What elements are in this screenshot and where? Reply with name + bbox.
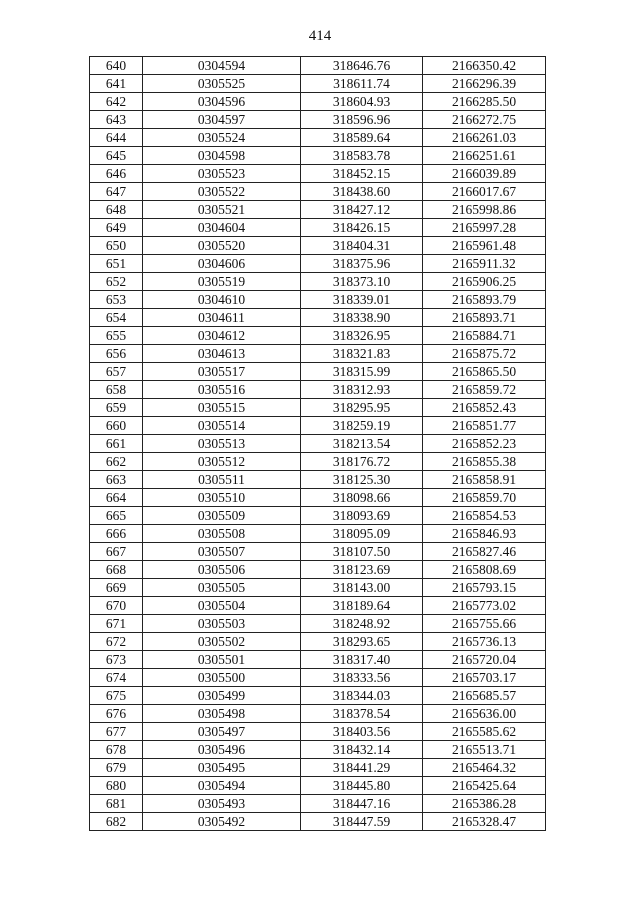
row-number-cell: 681 [90, 795, 143, 813]
table-row [90, 795, 546, 813]
point-id-cell: 0305508 [143, 525, 301, 543]
row-number-cell: 653 [90, 291, 143, 309]
point-id-cell: 0304611 [143, 309, 301, 327]
x-coordinate-cell: 318125.30 [301, 471, 423, 489]
point-id-cell: 0305492 [143, 813, 301, 831]
table-row [90, 183, 546, 201]
table-row [90, 237, 546, 255]
y-coordinate-cell: 2165793.15 [423, 579, 546, 597]
point-id-cell: 0305502 [143, 633, 301, 651]
row-number-cell: 663 [90, 471, 143, 489]
y-coordinate-cell: 2165755.66 [423, 615, 546, 633]
point-id-cell: 0305498 [143, 705, 301, 723]
y-coordinate-cell: 2165846.93 [423, 525, 546, 543]
table-row [90, 345, 546, 363]
x-coordinate-cell: 318445.80 [301, 777, 423, 795]
row-number-cell: 658 [90, 381, 143, 399]
x-coordinate-cell: 318326.95 [301, 327, 423, 345]
point-id-cell: 0305501 [143, 651, 301, 669]
x-coordinate-cell: 318189.64 [301, 597, 423, 615]
table-row [90, 129, 546, 147]
point-id-cell: 0305514 [143, 417, 301, 435]
x-coordinate-cell: 318604.93 [301, 93, 423, 111]
point-id-cell: 0305519 [143, 273, 301, 291]
row-number-cell: 674 [90, 669, 143, 687]
x-coordinate-cell: 318447.16 [301, 795, 423, 813]
y-coordinate-cell: 2165425.64 [423, 777, 546, 795]
point-id-cell: 0305507 [143, 543, 301, 561]
point-id-cell: 0305517 [143, 363, 301, 381]
table-row [90, 147, 546, 165]
table-row [90, 75, 546, 93]
row-number-cell: 651 [90, 255, 143, 273]
x-coordinate-cell: 318646.76 [301, 57, 423, 75]
x-coordinate-cell: 318259.19 [301, 417, 423, 435]
y-coordinate-cell: 2165852.43 [423, 399, 546, 417]
table-row [90, 453, 546, 471]
table-row [90, 291, 546, 309]
y-coordinate-cell: 2165685.57 [423, 687, 546, 705]
point-id-cell: 0304604 [143, 219, 301, 237]
row-number-cell: 680 [90, 777, 143, 795]
y-coordinate-cell: 2166251.61 [423, 147, 546, 165]
point-id-cell: 0305497 [143, 723, 301, 741]
x-coordinate-cell: 318248.92 [301, 615, 423, 633]
table-row [90, 219, 546, 237]
y-coordinate-cell: 2165859.70 [423, 489, 546, 507]
y-coordinate-cell: 2165893.79 [423, 291, 546, 309]
point-id-cell: 0304610 [143, 291, 301, 309]
y-coordinate-cell: 2165884.71 [423, 327, 546, 345]
point-id-cell: 0305505 [143, 579, 301, 597]
x-coordinate-cell: 318378.54 [301, 705, 423, 723]
coordinate-table [89, 56, 546, 831]
y-coordinate-cell: 2165865.50 [423, 363, 546, 381]
row-number-cell: 650 [90, 237, 143, 255]
table-row [90, 273, 546, 291]
point-id-cell: 0305503 [143, 615, 301, 633]
y-coordinate-cell: 2165852.23 [423, 435, 546, 453]
table-row [90, 93, 546, 111]
point-id-cell: 0305523 [143, 165, 301, 183]
point-id-cell: 0305496 [143, 741, 301, 759]
y-coordinate-cell: 2166261.03 [423, 129, 546, 147]
x-coordinate-cell: 318295.95 [301, 399, 423, 417]
row-number-cell: 665 [90, 507, 143, 525]
x-coordinate-cell: 318107.50 [301, 543, 423, 561]
row-number-cell: 659 [90, 399, 143, 417]
point-id-cell: 0304598 [143, 147, 301, 165]
point-id-cell: 0304596 [143, 93, 301, 111]
y-coordinate-cell: 2165893.71 [423, 309, 546, 327]
point-id-cell: 0305493 [143, 795, 301, 813]
x-coordinate-cell: 318438.60 [301, 183, 423, 201]
row-number-cell: 643 [90, 111, 143, 129]
page-number: 414 [308, 28, 332, 44]
y-coordinate-cell: 2166039.89 [423, 165, 546, 183]
y-coordinate-cell: 2165808.69 [423, 561, 546, 579]
row-number-cell: 642 [90, 93, 143, 111]
x-coordinate-cell: 318426.15 [301, 219, 423, 237]
y-coordinate-cell: 2165827.46 [423, 543, 546, 561]
x-coordinate-cell: 318596.96 [301, 111, 423, 129]
row-number-cell: 656 [90, 345, 143, 363]
x-coordinate-cell: 318339.01 [301, 291, 423, 309]
x-coordinate-cell: 318143.00 [301, 579, 423, 597]
table-row [90, 561, 546, 579]
row-number-cell: 657 [90, 363, 143, 381]
table-row [90, 381, 546, 399]
row-number-cell: 646 [90, 165, 143, 183]
table-row [90, 435, 546, 453]
table-row [90, 543, 546, 561]
point-id-cell: 0305520 [143, 237, 301, 255]
row-number-cell: 655 [90, 327, 143, 345]
y-coordinate-cell: 2166296.39 [423, 75, 546, 93]
table-row [90, 489, 546, 507]
row-number-cell: 662 [90, 453, 143, 471]
x-coordinate-cell: 318441.29 [301, 759, 423, 777]
row-number-cell: 672 [90, 633, 143, 651]
y-coordinate-cell: 2165998.86 [423, 201, 546, 219]
table-row [90, 705, 546, 723]
point-id-cell: 0304594 [143, 57, 301, 75]
row-number-cell: 664 [90, 489, 143, 507]
point-id-cell: 0305500 [143, 669, 301, 687]
y-coordinate-cell: 2165997.28 [423, 219, 546, 237]
table-row [90, 471, 546, 489]
row-number-cell: 644 [90, 129, 143, 147]
point-id-cell: 0305522 [143, 183, 301, 201]
y-coordinate-cell: 2165636.00 [423, 705, 546, 723]
point-id-cell: 0305509 [143, 507, 301, 525]
row-number-cell: 679 [90, 759, 143, 777]
table-row [90, 615, 546, 633]
x-coordinate-cell: 318432.14 [301, 741, 423, 759]
table-row [90, 327, 546, 345]
x-coordinate-cell: 318447.59 [301, 813, 423, 831]
y-coordinate-cell: 2165736.13 [423, 633, 546, 651]
table-row [90, 165, 546, 183]
y-coordinate-cell: 2165386.28 [423, 795, 546, 813]
table-row [90, 741, 546, 759]
point-id-cell: 0305525 [143, 75, 301, 93]
row-number-cell: 671 [90, 615, 143, 633]
y-coordinate-cell: 2165961.48 [423, 237, 546, 255]
point-id-cell: 0304613 [143, 345, 301, 363]
point-id-cell: 0305516 [143, 381, 301, 399]
x-coordinate-cell: 318375.96 [301, 255, 423, 273]
y-coordinate-cell: 2166285.50 [423, 93, 546, 111]
table-row [90, 687, 546, 705]
table-row [90, 813, 546, 831]
row-number-cell: 661 [90, 435, 143, 453]
x-coordinate-cell: 318312.93 [301, 381, 423, 399]
x-coordinate-cell: 318404.31 [301, 237, 423, 255]
row-number-cell: 645 [90, 147, 143, 165]
point-id-cell: 0305504 [143, 597, 301, 615]
y-coordinate-cell: 2165854.53 [423, 507, 546, 525]
table-row [90, 759, 546, 777]
table-row [90, 723, 546, 741]
y-coordinate-cell: 2165328.47 [423, 813, 546, 831]
coordinate-table-body [90, 57, 546, 831]
row-number-cell: 682 [90, 813, 143, 831]
point-id-cell: 0305521 [143, 201, 301, 219]
row-number-cell: 647 [90, 183, 143, 201]
row-number-cell: 677 [90, 723, 143, 741]
row-number-cell: 670 [90, 597, 143, 615]
y-coordinate-cell: 2165703.17 [423, 669, 546, 687]
table-row [90, 417, 546, 435]
y-coordinate-cell: 2165585.62 [423, 723, 546, 741]
x-coordinate-cell: 318452.15 [301, 165, 423, 183]
y-coordinate-cell: 2165875.72 [423, 345, 546, 363]
point-id-cell: 0305513 [143, 435, 301, 453]
table-row [90, 309, 546, 327]
point-id-cell: 0304597 [143, 111, 301, 129]
row-number-cell: 667 [90, 543, 143, 561]
x-coordinate-cell: 318321.83 [301, 345, 423, 363]
table-row [90, 597, 546, 615]
y-coordinate-cell: 2165859.72 [423, 381, 546, 399]
table-row [90, 255, 546, 273]
point-id-cell: 0304612 [143, 327, 301, 345]
point-id-cell: 0305495 [143, 759, 301, 777]
x-coordinate-cell: 318373.10 [301, 273, 423, 291]
x-coordinate-cell: 318098.66 [301, 489, 423, 507]
y-coordinate-cell: 2165464.32 [423, 759, 546, 777]
y-coordinate-cell: 2165720.04 [423, 651, 546, 669]
point-id-cell: 0305524 [143, 129, 301, 147]
x-coordinate-cell: 318293.65 [301, 633, 423, 651]
table-row [90, 201, 546, 219]
row-number-cell: 640 [90, 57, 143, 75]
row-number-cell: 669 [90, 579, 143, 597]
y-coordinate-cell: 2165851.77 [423, 417, 546, 435]
row-number-cell: 678 [90, 741, 143, 759]
table-row [90, 57, 546, 75]
table-row [90, 669, 546, 687]
row-number-cell: 673 [90, 651, 143, 669]
table-row [90, 633, 546, 651]
row-number-cell: 676 [90, 705, 143, 723]
row-number-cell: 648 [90, 201, 143, 219]
x-coordinate-cell: 318176.72 [301, 453, 423, 471]
table-row [90, 525, 546, 543]
point-id-cell: 0305511 [143, 471, 301, 489]
y-coordinate-cell: 2166272.75 [423, 111, 546, 129]
x-coordinate-cell: 318338.90 [301, 309, 423, 327]
y-coordinate-cell: 2165855.38 [423, 453, 546, 471]
point-id-cell: 0305494 [143, 777, 301, 795]
y-coordinate-cell: 2165906.25 [423, 273, 546, 291]
row-number-cell: 675 [90, 687, 143, 705]
x-coordinate-cell: 318095.09 [301, 525, 423, 543]
point-id-cell: 0305510 [143, 489, 301, 507]
row-number-cell: 641 [90, 75, 143, 93]
y-coordinate-cell: 2165773.02 [423, 597, 546, 615]
table-row [90, 777, 546, 795]
x-coordinate-cell: 318123.69 [301, 561, 423, 579]
y-coordinate-cell: 2166350.42 [423, 57, 546, 75]
x-coordinate-cell: 318344.03 [301, 687, 423, 705]
x-coordinate-cell: 318093.69 [301, 507, 423, 525]
table-row [90, 111, 546, 129]
table-row [90, 507, 546, 525]
x-coordinate-cell: 318403.56 [301, 723, 423, 741]
point-id-cell: 0305499 [143, 687, 301, 705]
x-coordinate-cell: 318213.54 [301, 435, 423, 453]
row-number-cell: 666 [90, 525, 143, 543]
x-coordinate-cell: 318589.64 [301, 129, 423, 147]
row-number-cell: 654 [90, 309, 143, 327]
x-coordinate-cell: 318611.74 [301, 75, 423, 93]
y-coordinate-cell: 2166017.67 [423, 183, 546, 201]
table-row [90, 651, 546, 669]
x-coordinate-cell: 318427.12 [301, 201, 423, 219]
y-coordinate-cell: 2165858.91 [423, 471, 546, 489]
x-coordinate-cell: 318333.56 [301, 669, 423, 687]
y-coordinate-cell: 2165513.71 [423, 741, 546, 759]
point-id-cell: 0305515 [143, 399, 301, 417]
x-coordinate-cell: 318317.40 [301, 651, 423, 669]
x-coordinate-cell: 318315.99 [301, 363, 423, 381]
point-id-cell: 0305512 [143, 453, 301, 471]
point-id-cell: 0305506 [143, 561, 301, 579]
row-number-cell: 652 [90, 273, 143, 291]
row-number-cell: 649 [90, 219, 143, 237]
x-coordinate-cell: 318583.78 [301, 147, 423, 165]
table-row [90, 579, 546, 597]
table-row [90, 399, 546, 417]
y-coordinate-cell: 2165911.32 [423, 255, 546, 273]
row-number-cell: 668 [90, 561, 143, 579]
table-row [90, 363, 546, 381]
point-id-cell: 0304606 [143, 255, 301, 273]
row-number-cell: 660 [90, 417, 143, 435]
